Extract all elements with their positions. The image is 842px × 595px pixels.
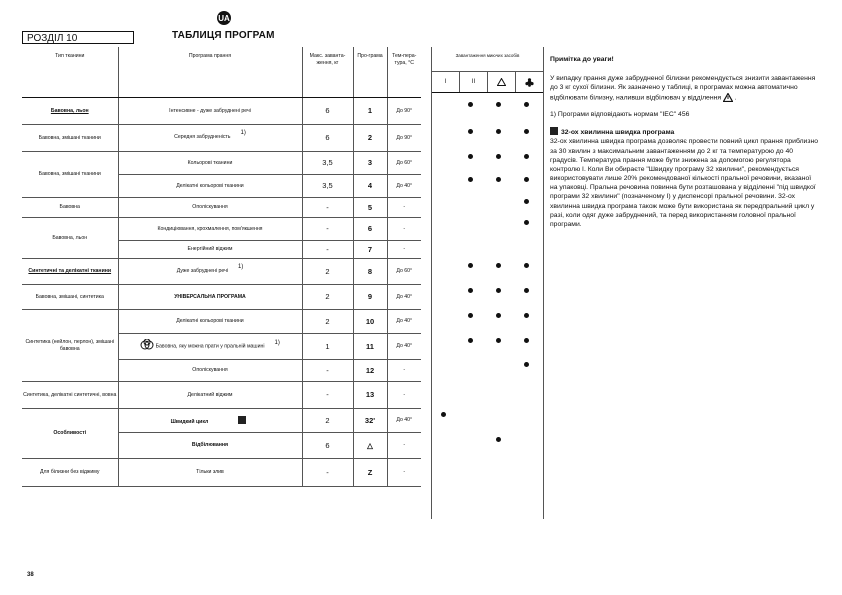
- compartment-dot: [524, 313, 529, 318]
- row-program-number: 2: [353, 125, 387, 152]
- row-program-label: Енергійний віджим: [187, 246, 233, 253]
- row-fabric-type: Для білизни без віджиму: [22, 459, 118, 487]
- row-fabric-type: Бавовна: [22, 198, 118, 218]
- row-load: 2: [302, 285, 353, 310]
- row-temperature: До 90°: [387, 125, 421, 152]
- row-fabric-type: Бавовна, льон: [22, 98, 118, 125]
- row-program-name: [118, 433, 302, 459]
- compartment-dot: [524, 177, 529, 182]
- header-prog-no: Про-грама: [353, 47, 387, 98]
- section-label: РОЗДІЛ 10: [22, 31, 134, 44]
- header-load: Макс. заванта-ження, кг: [302, 47, 353, 98]
- header-temp: Тем-пера-тура, °C: [387, 47, 421, 98]
- row-temperature: До 40°: [387, 409, 421, 433]
- footnote: 1) Програми відповідають нормам "IEC" 456: [550, 110, 690, 118]
- compartment-dot: [496, 338, 501, 343]
- row-program-name: [118, 198, 302, 218]
- row-load: 3,5: [302, 152, 353, 175]
- compartment-dot: [496, 288, 501, 293]
- row-load: 2: [302, 310, 353, 334]
- row-program-name: [118, 259, 302, 285]
- header-program: Програма прання: [118, 47, 302, 98]
- row-fabric-type: Особливості: [22, 409, 118, 459]
- row-program-number: 5: [353, 198, 387, 218]
- header-type: Тип тканини: [22, 47, 118, 98]
- row-program-name: [118, 310, 302, 334]
- compartment-dot: [496, 313, 501, 318]
- attention-title: Примітка до уваги!: [550, 56, 614, 63]
- row-load: 1: [302, 334, 353, 360]
- row-load: -: [302, 382, 353, 409]
- row-program-label: Швидкий цикл: [170, 418, 209, 425]
- compartment-dot: [496, 437, 501, 442]
- compartment-dot: [441, 412, 446, 417]
- compartment-dot: [524, 263, 529, 268]
- compartment-dot: [496, 263, 501, 268]
- softener-compartment-icon: [516, 72, 543, 92]
- row-load: -: [302, 459, 353, 487]
- row-program-label: Кондиціювання, крохмалення, пом'якшення: [157, 225, 263, 232]
- compartment-dot: [468, 154, 473, 159]
- row-footnote-mark: 1): [237, 263, 244, 270]
- row-temperature: До 40°: [387, 175, 421, 198]
- row-program-label: Делікатний віджим: [187, 391, 233, 398]
- compartment-dot: [524, 154, 529, 159]
- page-number: 38: [27, 572, 34, 578]
- compartment-headers: [432, 71, 543, 93]
- compartment-dot: [524, 129, 529, 134]
- row-program-label: Відбілювання: [191, 442, 229, 449]
- row-fabric-type: Бавовна, льон: [22, 218, 118, 259]
- quick-cycle-icon: [238, 416, 246, 424]
- table-row: [22, 198, 421, 218]
- row-program-label: Делікатні кольорові тканини: [176, 182, 244, 189]
- table-row: [22, 125, 421, 152]
- row-program-label: Ополіскування: [192, 367, 228, 374]
- row-program-name: [118, 382, 302, 409]
- row-fabric-type: Бавовна, змішані, синтетика: [22, 285, 118, 310]
- row-program-number: 4: [353, 175, 387, 198]
- row-program-label: Делікатні кольорові тканини: [176, 318, 244, 325]
- row-program-name: [118, 285, 302, 310]
- detergent-table: [431, 47, 544, 519]
- compartment-dot: [496, 177, 501, 182]
- row-temperature: До 90°: [387, 98, 421, 125]
- compartment-dot: [496, 129, 501, 134]
- row-program-name: [118, 175, 302, 198]
- compartment-dot: [468, 338, 473, 343]
- compartment-dot: [468, 102, 473, 107]
- row-footnote-mark: 1): [240, 130, 246, 137]
- row-program-number: 9: [353, 285, 387, 310]
- quick-program-title: 32-ох хвилинна швидка програма: [561, 129, 675, 137]
- table-row: [22, 459, 421, 487]
- compartment-dot: [524, 288, 529, 293]
- notes-panel: [550, 55, 820, 229]
- compartment-dot: [468, 263, 473, 268]
- row-program-number: △: [353, 433, 387, 459]
- row-load: -: [302, 360, 353, 382]
- row-footnote-mark: 1): [274, 339, 280, 346]
- row-program-name: [118, 125, 302, 152]
- row-program-label: Ополіскування: [192, 204, 228, 211]
- table-row: [22, 259, 421, 285]
- row-temperature: -: [387, 218, 421, 241]
- row-program-number: 7: [353, 241, 387, 259]
- row-program-number: 6: [353, 218, 387, 241]
- row-program-label: УНІВЕРСАЛЬНА ПРОГРАМА: [174, 293, 246, 300]
- row-fabric-type: Синтетика, делікатні синтетичні, вовна: [22, 382, 118, 409]
- table-row: [22, 152, 421, 175]
- attention-text: У випадку прання дуже забрудненої білизни рекомендується знизити завантаження до 3 кг сухої білизни. Як зазначено у таблиці, в програмах можна автоматично відбілювати білизну, наливши відбілювач у відділення: [550, 75, 816, 101]
- table-row: [22, 285, 421, 310]
- compartment-1-label: I: [432, 72, 460, 92]
- row-temperature: До 40°: [387, 310, 421, 334]
- row-program-number: Z: [353, 459, 387, 487]
- row-program-name: [118, 98, 302, 125]
- row-temperature: -: [387, 382, 421, 409]
- page-title: ТАБЛИЦЯ ПРОГРАМ: [172, 30, 275, 41]
- quick-program-icon: [550, 127, 558, 135]
- row-temperature: До 60°: [387, 152, 421, 175]
- row-program-name: [118, 152, 302, 175]
- attention-text-block: У випадку прання дуже забрудненої білизни рекомендується знизити завантаження до 3 кг сухої білизни. Як зазначено у таблиці, в програмах можна автоматично відбілювати білизну, наливши відбілювач у відділення .: [550, 75, 816, 101]
- compartment-dot: [524, 199, 529, 204]
- row-fabric-type: Синтетичні та делікатні тканини: [22, 259, 118, 285]
- compartment-2-label: II: [460, 72, 488, 92]
- row-program-label: Кольорові тканини: [187, 159, 233, 166]
- detergent-header: Завантаження миючих засобів: [455, 53, 520, 58]
- row-program-number: 13: [353, 382, 387, 409]
- row-program-label: Середня забрудненість: [174, 134, 231, 141]
- row-load: 6: [302, 98, 353, 125]
- row-program-number: 10: [353, 310, 387, 334]
- program-table: [22, 47, 421, 487]
- row-load: 6: [302, 125, 353, 152]
- row-program-name: [118, 459, 302, 487]
- table-row: [22, 218, 421, 241]
- row-program-name: [118, 360, 302, 382]
- row-temperature: -: [387, 459, 421, 487]
- row-temperature: -: [387, 360, 421, 382]
- row-load: 2: [302, 259, 353, 285]
- row-program-name: [118, 334, 302, 360]
- row-load: 2: [302, 409, 353, 433]
- compartment-dot: [468, 177, 473, 182]
- compartment-dot: [524, 338, 529, 343]
- row-program-name: [118, 409, 302, 433]
- row-program-name: [118, 241, 302, 259]
- compartment-dot: [524, 362, 529, 367]
- row-fabric-type: Бавовна, змішані тканини: [22, 152, 118, 198]
- row-program-name: [118, 218, 302, 241]
- row-program-number: 1: [353, 98, 387, 125]
- row-temperature: -: [387, 198, 421, 218]
- row-temperature: До 40°: [387, 334, 421, 360]
- row-program-number: 8: [353, 259, 387, 285]
- row-program-label: Інтенсивне - дуже забруднені речі: [169, 107, 251, 114]
- row-program-label: Тільки злив: [196, 469, 224, 476]
- bleach-compartment-icon: [488, 72, 516, 92]
- compartment-dot: [468, 129, 473, 134]
- row-program-number: 11: [353, 334, 387, 360]
- compartment-dot: [524, 220, 529, 225]
- compartment-dot: [468, 288, 473, 293]
- row-load: 3,5: [302, 175, 353, 198]
- row-load: 6: [302, 433, 353, 459]
- row-program-number: 3: [353, 152, 387, 175]
- row-program-label: Дуже забруднені речі: [176, 267, 228, 274]
- row-temperature: До 60°: [387, 259, 421, 285]
- row-temperature: До 40°: [387, 285, 421, 310]
- table-row: [22, 409, 421, 433]
- row-program-number: 12: [353, 360, 387, 382]
- compartment-dot: [524, 102, 529, 107]
- table-row: [22, 310, 421, 334]
- row-load: -: [302, 241, 353, 259]
- quick-program-text: 32-ох хвилинна швидка програма дозволяє провести повний цикл прання приблизно за 30 хвилин з максимальним завантаженням до 2 кг та температурою до 40 градусів. Температура прання може бути знижена за допомогою регулятора контролю І. Коли Ви обираєте "Швидку програму 32 хвилини", рекомендується використовувати лише 20% рекомендованої кількості пральної речовини, вказаної на упаковці. Пральна речовина повинна бути розташована у відділенні "під швидкої програми 32 хвилини" (позначеному І) у диспенсорі пральної речовини. 32-ох хвилинна швидка програма також може бути використана як передпральний цикл у разі, коли одяг дуже забруднений, та перед використанням головної пральної програми.: [550, 138, 818, 228]
- row-temperature: -: [387, 433, 421, 459]
- row-program-number: 32': [353, 409, 387, 433]
- row-load: -: [302, 198, 353, 218]
- table-row: [22, 382, 421, 409]
- language-badge: UA: [217, 11, 231, 25]
- quick-program-title-block: [550, 127, 820, 137]
- wool-icon: [140, 339, 154, 354]
- compartment-dot: [496, 154, 501, 159]
- row-program-label: Бавовна, яку можна прати у пральній машині: [155, 343, 265, 350]
- row-load: -: [302, 218, 353, 241]
- table-row: [22, 98, 421, 125]
- row-fabric-type: Синтетика (нейлон, перлон), змішані бавовна: [22, 310, 118, 382]
- bleach-icon: [723, 93, 733, 102]
- row-fabric-type: Бавовна, змішані тканини: [22, 125, 118, 152]
- row-temperature: -: [387, 241, 421, 259]
- compartment-dot: [496, 102, 501, 107]
- compartment-dot: [468, 313, 473, 318]
